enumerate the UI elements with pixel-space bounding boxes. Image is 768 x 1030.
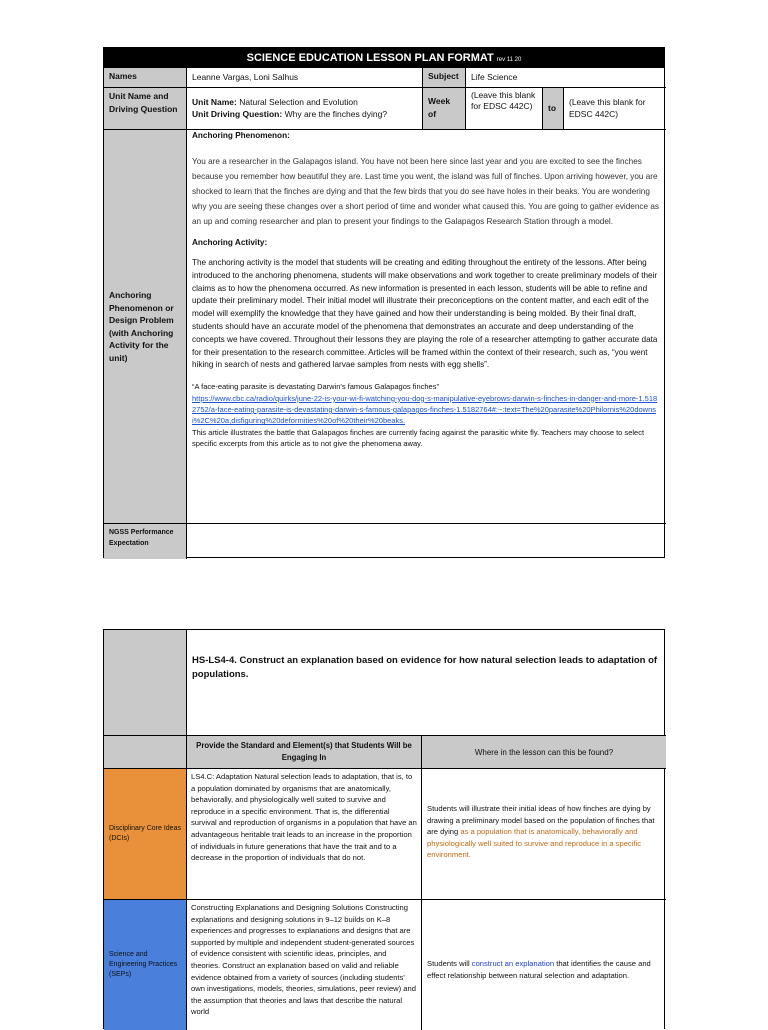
sep-where <box>422 900 666 1030</box>
activity-text: The anchoring activity is the model that students will be creating and editing throughout the entirety of the lessons. After being introduced to the anchoring phenomena, students will make observations and work together to create preliminary models of their claims as to how the phenomena occurred. As new information is presented in each lesson, students will be able to refine and update their preliminary model. Their initial model will illustrate their preconceptions on the content matter, and each edit of the model will exemplify the knowledge that they have gained and how their understanding is being molded. By their final draft, students should have an accurate model of the phenomena that demonstrates an accurate and deep understanding of the concepts we have covered. Throughout their lessons they are playing the role of a researcher attempting to gather accurate data for their presentation to the research committee. Articles will be framed within the context of their research, such as, “you went hiking in search of nests and gathered larvae samples from nests with egg shells”. <box>192 258 658 370</box>
ngss-value <box>187 524 666 559</box>
anchoring-label: Anchoring Phenomenon or Design Problem (with Anchoring Activity for the unit) <box>104 130 187 524</box>
dci-where <box>422 769 666 900</box>
driving-question: Why are the finches dying? <box>284 109 388 119</box>
names-label: Names <box>104 68 187 88</box>
week-value: (Leave this blank for EDSC 442C) <box>466 88 543 130</box>
sep-where-highlight: construct an explanation <box>471 959 555 968</box>
sep-standard: Constructing Explanations and Designing Solutions Constructing explanations and designing solutions in 9–12 builds on K–8 experiences and progresses to explanations and designs that are supported by multiple and independent student-generated sources of evidence consistent with scientific ideas, principles, and theories. Construct an explanation based on valid and reliable evidence obtained from a variety of sources (including students' own investigations, models, theories, simulations, peer review) and the assumption that theories and laws that describe the natural world <box>187 900 422 1030</box>
ngss-label: NGSS Performance Expectation <box>104 524 187 559</box>
article-link-wrap <box>192 393 661 427</box>
where-col-header: Where in the lesson can this be found? <box>422 736 666 769</box>
phenomenon-heading: Anchoring Phenomenon: <box>192 131 290 140</box>
article-title: “A face-eating parasite is devastating Darwin's famous Galapagos finches” <box>192 382 439 392</box>
unit-cell <box>187 88 423 130</box>
standard-col-header: Provide the Standard and Element(s) that Students Will be Engaging In <box>187 736 422 769</box>
header-blank-cell <box>104 736 187 769</box>
dci-standard: LS4.C: Adaptation Natural selection leads to adaptation, that is, to a population dominated by organisms that are anatomically, behaviorally, and physiologically well suited to survive and reproduce in a specific environment. That is, the differential survival and reproduction of organisms in a population that have an advantageous heritable trait leads to an increase in the proportion of individuals in future generations that have the trait and to a decrease in the proportion of individuals that do not. <box>187 769 422 900</box>
dci-label: Disciplinary Core Ideas (DCIs) <box>104 769 187 900</box>
dci-where-highlight: as a population that is anatomically, behaviorally and physiologically well suited to survive and reproduce in a specific environment. <box>427 827 642 860</box>
unit-name: Natural Selection and Evolution <box>239 97 358 107</box>
week-label: Week of <box>423 88 466 130</box>
sep-where-rest: that identifies the cause and effect relationship between natural selection and adaptation. <box>427 959 651 980</box>
activity-heading: Anchoring Activity: <box>192 237 268 247</box>
lesson-plan-header <box>104 48 664 68</box>
unit-name-label: Unit Name: <box>192 97 237 107</box>
subject-label: Subject <box>423 68 466 88</box>
header-rev: rev 11 20 <box>496 57 522 63</box>
unit-label: Unit Name and Driving Question <box>104 88 187 130</box>
article-link[interactable]: https://www.cbc.ca/radio/quirks/june-22-is-your-wi-fi-watching-you-dog-s-manipulative-eyebrows-darwin-s-finches-in-danger-and-more-1.5182752/a-face-eating-parasite-is-devastating-darwin-s-famous-galapagos-finches-1.5182764#:~:text=The%20parasite%20Philornis%20downsi%2C%20a,disfiguring%20deformities%20of%20their%20beaks. <box>192 393 658 426</box>
to-value: (Leave this blank for EDSC 442C) <box>564 88 666 130</box>
sep-label: Science and Engineering Practices (SEPs) <box>104 900 187 1030</box>
standards-table <box>103 629 665 1029</box>
anchoring-content <box>187 130 666 524</box>
subject-value: Life Science <box>466 68 666 88</box>
dci-where-text: Students will illustrate their initial ideas of how finches are dying by drawing a preliminary model based on the population of finches that are dying <box>427 804 655 837</box>
names-value: Leanne Vargas, Loni Salhus <box>187 68 423 88</box>
driving-question-label: Unit Driving Question: <box>192 109 283 119</box>
header-title: SCIENCE EDUCATION LESSON PLAN FORMAT <box>246 52 494 64</box>
phenomenon-text: You are a researcher in the Galapagos island. You have not been here since last year and you are excited to see the finches because you remember how beautiful they are. Last time you went, the island was full of finches. Upon arriving however, you are shocked to learn that the finches are dying and that the few birds that you do see have holes in their beaks. You are wondering why you are seeing these changes over a short period of time and wonder what caused this. You are going to gather evidence as an up and coming researcher and plan to present your findings to the Galapagos Research Station through a model. <box>192 156 659 226</box>
performance-expectation: HS-LS4-4. Construct an explanation based on evidence for how natural selection leads to adaptation of populations. <box>192 655 658 680</box>
pe-blank-cell <box>104 630 187 736</box>
pe-cell <box>187 630 666 736</box>
article-note: This article illustrates the battle that Galapagos finches are currently facing against the parasitic white fly. Teachers may choose to select specific excerpts from this article as to not give the phenomena away. <box>192 427 645 449</box>
to-label: to <box>543 88 564 130</box>
sep-where-text: Students will <box>427 959 470 968</box>
lesson-plan-table <box>103 47 665 558</box>
